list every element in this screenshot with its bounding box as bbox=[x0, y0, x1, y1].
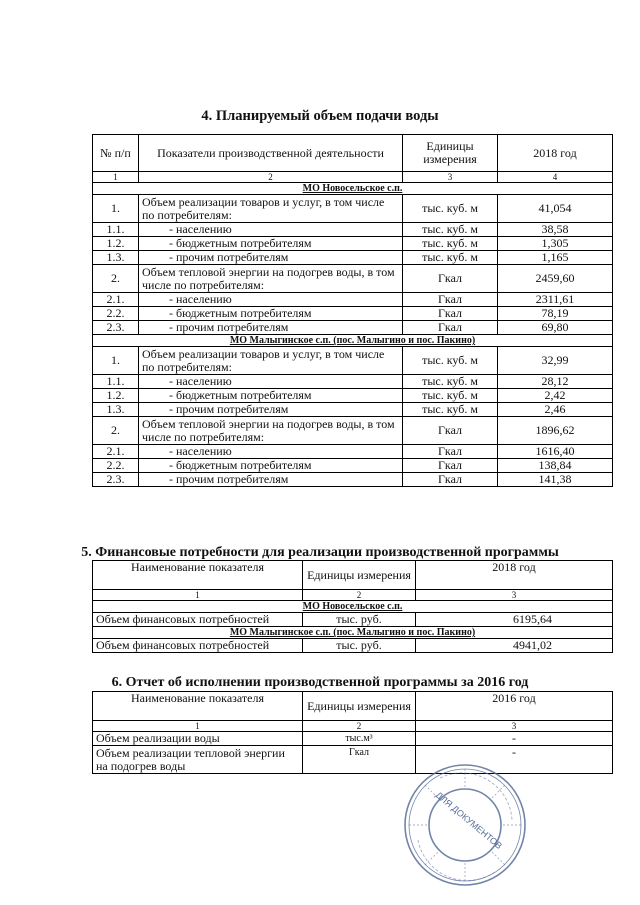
unit-cell: тыс. куб. м bbox=[403, 195, 498, 223]
unit-cell: Гкал bbox=[403, 445, 498, 459]
value-cell: 2459,60 bbox=[498, 265, 613, 293]
indicator-label: Объем реализации товаров и услуг, в том числе по потребителям: bbox=[139, 347, 403, 375]
unit-cell: Гкал bbox=[403, 417, 498, 445]
value-cell: 28,12 bbox=[498, 375, 613, 389]
row-number: 2.2. bbox=[93, 459, 139, 473]
index-cell: 1 bbox=[93, 721, 303, 732]
row-number: 1.3. bbox=[93, 251, 139, 265]
value-cell: 32,99 bbox=[498, 347, 613, 375]
table-row bbox=[93, 347, 613, 375]
table-row bbox=[93, 389, 613, 403]
row-number: 1.2. bbox=[93, 237, 139, 251]
unit-cell: Гкал bbox=[403, 307, 498, 321]
table-row bbox=[93, 459, 613, 473]
table-row bbox=[93, 403, 613, 417]
indicator-label: Объем тепловой энергии на подогрев воды, в том числе по потребителям: bbox=[139, 265, 403, 293]
column-index-row bbox=[93, 721, 613, 732]
table-row bbox=[93, 613, 613, 627]
section-5-title: 5. Финансовые потребности для реализации производственной программы bbox=[81, 545, 559, 560]
table-row bbox=[93, 746, 613, 774]
unit-cell: тыс. куб. м bbox=[403, 389, 498, 403]
indicator-label: - бюджетным потребителям bbox=[139, 237, 403, 251]
value-cell: 4941,02 bbox=[416, 639, 613, 653]
table-row bbox=[93, 375, 613, 389]
indicator-label: - прочим потребителям bbox=[139, 251, 403, 265]
group-header-row bbox=[93, 335, 613, 347]
indicator-label: - прочим потребителям bbox=[139, 321, 403, 335]
unit-cell: тыс. куб. м bbox=[403, 251, 498, 265]
index-cell: 3 bbox=[416, 590, 613, 601]
indicator-label: Объем реализации товаров и услуг, в том числе по потребителям: bbox=[139, 195, 403, 223]
water-supply-table bbox=[92, 134, 613, 487]
table-header bbox=[93, 135, 613, 172]
value-cell: 78,19 bbox=[498, 307, 613, 321]
row-number: 2.3. bbox=[93, 321, 139, 335]
unit-cell: тыс. руб. bbox=[303, 639, 416, 653]
table-row bbox=[93, 307, 613, 321]
index-cell: 3 bbox=[403, 172, 498, 183]
value-cell: 1,165 bbox=[498, 251, 613, 265]
row-number: 1.1. bbox=[93, 223, 139, 237]
index-cell: 4 bbox=[498, 172, 613, 183]
indicator-label: - бюджетным потребителям bbox=[139, 307, 403, 321]
col-year-header: 2018 год bbox=[416, 561, 613, 590]
value-cell: 41,054 bbox=[498, 195, 613, 223]
unit-cell: тыс. куб. м bbox=[403, 237, 498, 251]
value-cell: 141,38 bbox=[498, 473, 613, 487]
unit-cell: тыс. куб. м bbox=[403, 403, 498, 417]
group-header-row bbox=[93, 183, 613, 195]
value-cell: - bbox=[416, 746, 613, 774]
group-header-row bbox=[93, 601, 613, 613]
unit-cell: тыс. руб. bbox=[303, 613, 416, 627]
value-cell: 1616,40 bbox=[498, 445, 613, 459]
col-unit-header: Единицы измерения bbox=[303, 561, 416, 590]
index-cell: 2 bbox=[139, 172, 403, 183]
indicator-label: - бюджетным потребителям bbox=[139, 459, 403, 473]
group-name: МО Новосельское с.п. bbox=[93, 183, 613, 195]
value-cell: 38,58 bbox=[498, 223, 613, 237]
value-cell: - bbox=[416, 732, 613, 746]
group-name: МО Малыгинское с.п. (пос. Малыгино и пос. Пакино) bbox=[93, 335, 613, 347]
row-number: 1.3. bbox=[93, 403, 139, 417]
unit-cell: Гкал bbox=[403, 293, 498, 307]
col-year-header: 2018 год bbox=[498, 135, 613, 172]
value-cell: 6195,64 bbox=[416, 613, 613, 627]
table-row bbox=[93, 195, 613, 223]
unit-cell: тыс. куб. м bbox=[403, 347, 498, 375]
table-row bbox=[93, 223, 613, 237]
col-unit-header: Единицы измерения bbox=[303, 692, 416, 721]
unit-cell: Гкал bbox=[303, 746, 416, 774]
index-cell: 1 bbox=[93, 590, 303, 601]
indicator-label: - населению bbox=[139, 445, 403, 459]
indicator-label: Объем реализации тепловой энергии на подогрев воды bbox=[93, 746, 303, 774]
indicator-label: - населению bbox=[139, 375, 403, 389]
unit-cell: Гкал bbox=[403, 265, 498, 293]
unit-cell: тыс.м³ bbox=[303, 732, 416, 746]
column-index-row bbox=[93, 172, 613, 183]
table-row bbox=[93, 445, 613, 459]
index-cell: 2 bbox=[303, 590, 416, 601]
table-header bbox=[93, 692, 613, 721]
index-cell: 3 bbox=[416, 721, 613, 732]
col-name-header: Наименование показателя bbox=[93, 561, 303, 590]
col-indicator-header: Показатели производственной деятельности bbox=[139, 135, 403, 172]
table-row bbox=[93, 251, 613, 265]
group-header-row bbox=[93, 627, 613, 639]
table-row bbox=[93, 732, 613, 746]
table-row bbox=[93, 473, 613, 487]
row-number: 2.1. bbox=[93, 293, 139, 307]
value-cell: 2,46 bbox=[498, 403, 613, 417]
seal-icon bbox=[400, 760, 530, 890]
col-year-header: 2016 год bbox=[416, 692, 613, 721]
col-name-header: Наименование показателя bbox=[93, 692, 303, 721]
unit-cell: Гкал bbox=[403, 321, 498, 335]
unit-cell: Гкал bbox=[403, 473, 498, 487]
indicator-label: - населению bbox=[139, 293, 403, 307]
table-row bbox=[93, 639, 613, 653]
table-row bbox=[93, 321, 613, 335]
col-number-header: № п/п bbox=[93, 135, 139, 172]
indicator-label: Объем финансовых потребностей bbox=[93, 639, 303, 653]
value-cell: 1,305 bbox=[498, 237, 613, 251]
indicator-label: - бюджетным потребителям bbox=[139, 389, 403, 403]
value-cell: 69,80 bbox=[498, 321, 613, 335]
table-row bbox=[93, 265, 613, 293]
row-number: 2.1. bbox=[93, 445, 139, 459]
indicator-label: - прочим потребителям bbox=[139, 403, 403, 417]
section-4-title: 4. Планируемый объем подачи воды bbox=[201, 108, 439, 124]
group-name: МО Малыгинское с.п. (пос. Малыгино и пос. Пакино) bbox=[93, 627, 613, 639]
section-6-title: 6. Отчет об исполнении производственной программы за 2016 год bbox=[111, 675, 529, 690]
indicator-label: - населению bbox=[139, 223, 403, 237]
unit-cell: тыс. куб. м bbox=[403, 223, 498, 237]
value-cell: 2,42 bbox=[498, 389, 613, 403]
index-cell: 2 bbox=[303, 721, 416, 732]
column-index-row bbox=[93, 590, 613, 601]
col-unit-header: Единицы измерения bbox=[403, 135, 498, 172]
indicator-label: Объем финансовых потребностей bbox=[93, 613, 303, 627]
value-cell: 138,84 bbox=[498, 459, 613, 473]
unit-cell: тыс. куб. м bbox=[403, 375, 498, 389]
indicator-label: Объем тепловой энергии на подогрев воды, в том числе по потребителям: bbox=[139, 417, 403, 445]
table-row bbox=[93, 293, 613, 307]
index-cell: 1 bbox=[93, 172, 139, 183]
row-number: 1.2. bbox=[93, 389, 139, 403]
value-cell: 2311,61 bbox=[498, 293, 613, 307]
indicator-label: Объем реализации воды bbox=[93, 732, 303, 746]
table-row bbox=[93, 417, 613, 445]
row-number: 2. bbox=[93, 265, 139, 293]
unit-cell: Гкал bbox=[403, 459, 498, 473]
value-cell: 1896,62 bbox=[498, 417, 613, 445]
program-report-table bbox=[92, 691, 613, 774]
row-number: 1.1. bbox=[93, 375, 139, 389]
table-row bbox=[93, 237, 613, 251]
row-number: 2.3. bbox=[93, 473, 139, 487]
row-number: 1. bbox=[93, 347, 139, 375]
row-number: 1. bbox=[93, 195, 139, 223]
indicator-label: - прочим потребителям bbox=[139, 473, 403, 487]
group-name: МО Новосельское с.п. bbox=[93, 601, 613, 613]
seal-text: ДЛЯ ДОКУМЕНТОВ bbox=[433, 789, 504, 851]
row-number: 2. bbox=[93, 417, 139, 445]
row-number: 2.2. bbox=[93, 307, 139, 321]
official-seal-stamp bbox=[400, 760, 530, 890]
table-header bbox=[93, 561, 613, 590]
financial-needs-table bbox=[92, 560, 613, 653]
